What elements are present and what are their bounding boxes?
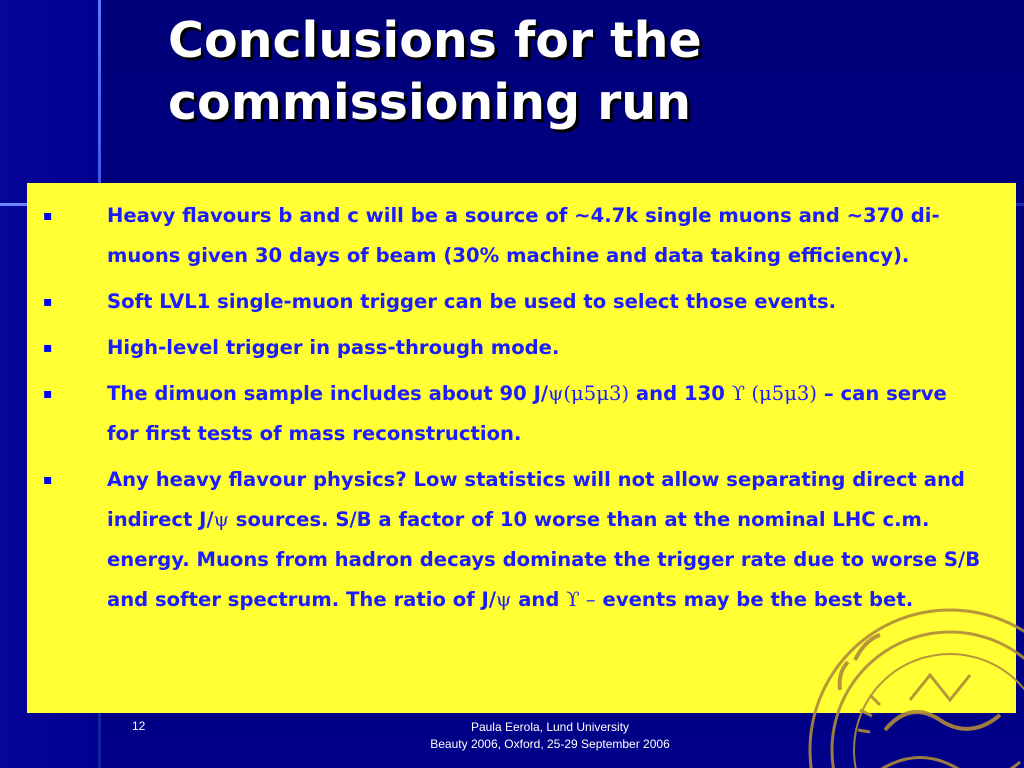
bullet-marker-icon: ▪ — [43, 294, 53, 310]
bullet-text — [107, 374, 982, 454]
psi-symbol: ψ — [496, 588, 512, 611]
title-line-1: Conclusions for the — [168, 12, 702, 69]
bullet-text-segment: – can serve for first tests of mass reconstruction. — [107, 382, 947, 445]
bullet-text-segment: sources. S/B a factor of 10 worse than at the nominal LHC c.m. energy. Muons from hadron decays dominate the trigger rate due to worse S/B and softer spectrum. The ratio of J/ — [107, 508, 981, 611]
bullet-text-segment: The dimuon sample includes about 90 J/ — [107, 382, 549, 405]
bullet-item — [43, 328, 982, 368]
title-line-2: commissioning run — [168, 74, 692, 131]
bullet-text — [107, 196, 982, 276]
bullet-item — [43, 374, 982, 454]
bullet-marker-icon: ▪ — [43, 472, 53, 488]
footer-event: Beauty 2006, Oxford, 25-29 September 2006 — [430, 737, 670, 751]
bullet-text — [107, 328, 982, 368]
bullet-text-segment: Heavy flavours b and c will be a source of ~4.7k single muons and ~370 di-muons given 30 days of beam (30% machine and data taking efficiency). — [107, 204, 940, 267]
bullet-item — [43, 282, 982, 322]
bullet-text-segment: Any heavy flavour physics? Low statistics will not allow separating direct and indirect J/ — [107, 468, 965, 531]
bullet-text-segment: events may be the best bet. — [595, 588, 914, 611]
bullet-marker-icon: ▪ — [43, 386, 53, 402]
bullet-item — [43, 460, 982, 620]
bullet-text-segment: Soft LVL1 single-muon trigger can be used to select those events. — [107, 290, 837, 313]
slide-number: 12 — [132, 719, 146, 733]
bullet-text — [107, 282, 982, 322]
upsilon-symbol: ϒ – — [566, 588, 596, 611]
psi-symbol: ψ — [213, 508, 229, 531]
footer-author: Paula Eerola, Lund University — [470, 720, 630, 734]
university-seal-icon — [800, 600, 1024, 768]
bullet-text — [107, 460, 982, 620]
bullet-marker-icon: ▪ — [43, 208, 53, 224]
bullet-marker-icon: ▪ — [43, 340, 53, 356]
bullet-text-segment: High-level trigger in pass-through mode. — [107, 336, 560, 359]
bullet-text-segment: and 130 — [629, 382, 732, 405]
bullet-item — [43, 196, 982, 276]
psi-mu-cut-symbol: ψ(μ5μ3) — [548, 382, 630, 405]
upsilon-mu-cut-symbol: ϒ (μ5μ3) — [731, 382, 818, 405]
slide-title — [168, 10, 988, 134]
bullet-text-segment: and — [511, 588, 567, 611]
footer-credits — [360, 719, 740, 753]
